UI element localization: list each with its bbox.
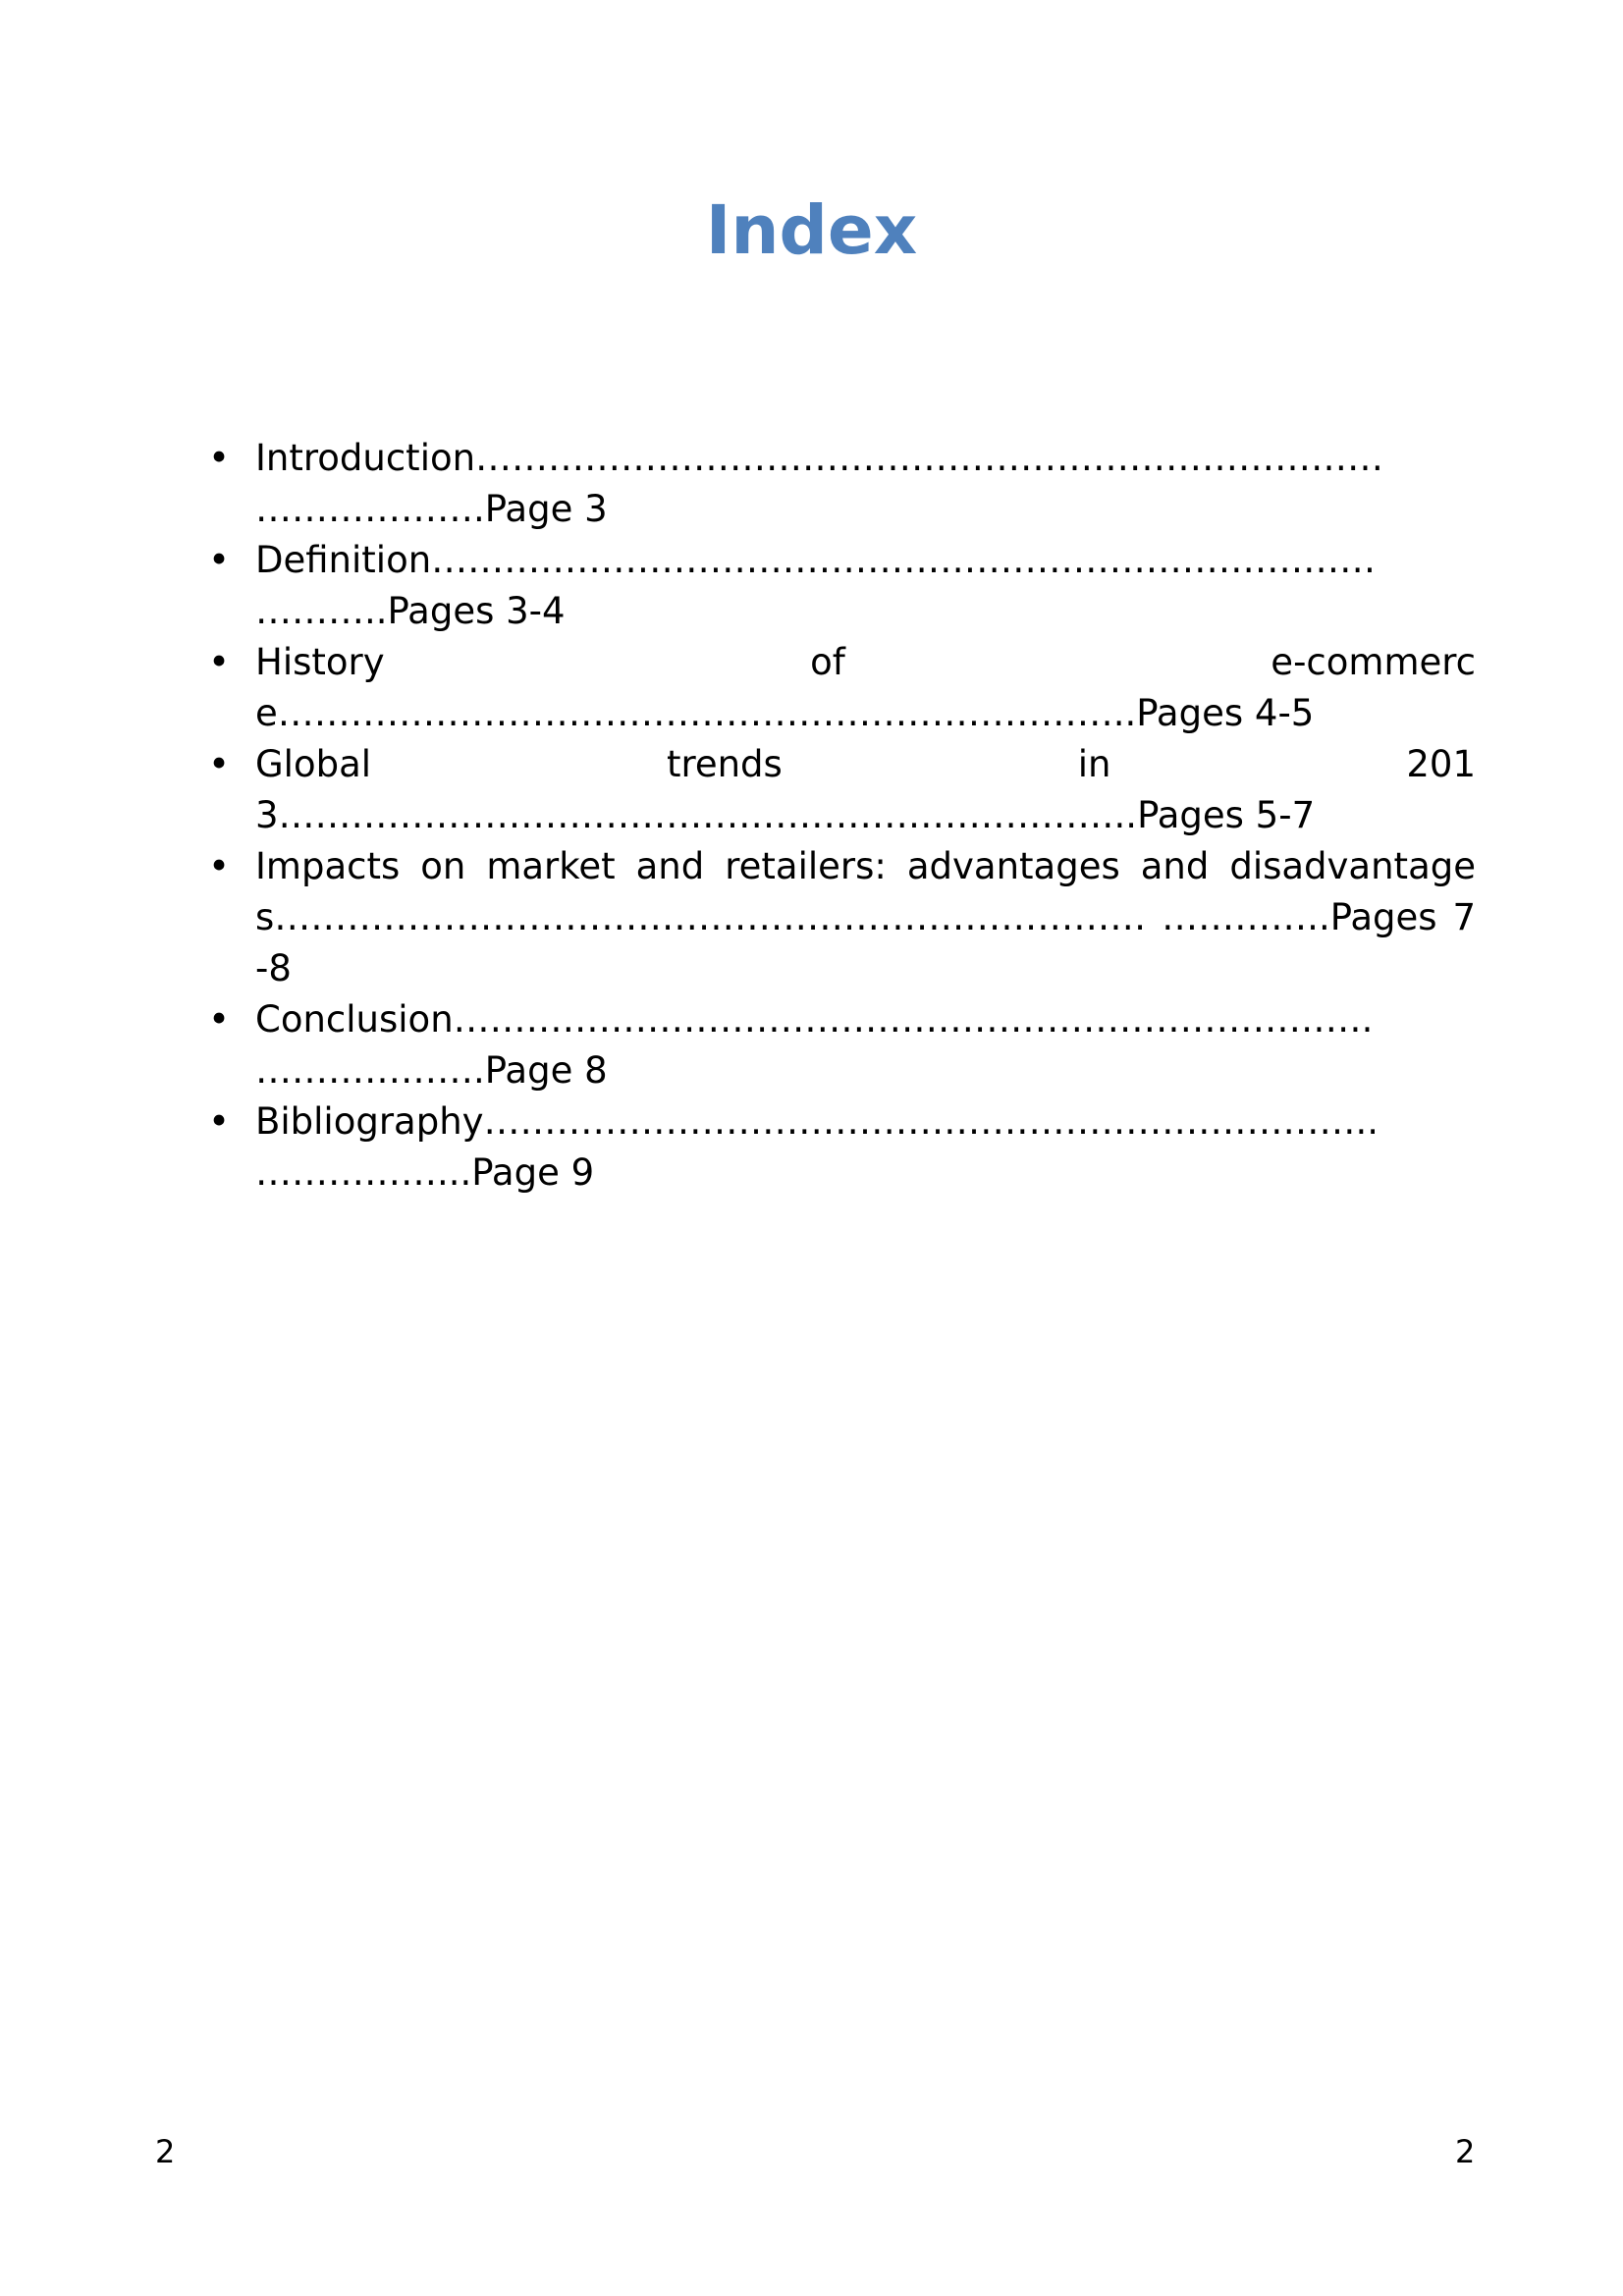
toc-entry-text: Impacts on market and retailers: advantages and disadvantages……………………………………………………………… …………..Pages 7-8	[255, 845, 1476, 989]
table-of-contents	[208, 433, 1476, 1199]
bullet-icon: •	[208, 845, 230, 887]
bullet-icon: •	[208, 743, 230, 785]
bullet-icon: •	[208, 539, 230, 581]
page-title: Index	[705, 191, 918, 270]
page-number-left: 2	[155, 2133, 176, 2170]
toc-entry-text: Definition…………………………………………………………………… ………..Pages 3-4	[255, 539, 1377, 632]
page-number-right: 2	[1455, 2133, 1476, 2170]
toc-entry-text: Conclusion…………………………………………………………………. ……………….Page 8	[255, 998, 1374, 1092]
toc-item-bibliography	[208, 1096, 1476, 1199]
bullet-icon: •	[208, 1100, 230, 1143]
toc-item-conclusion	[208, 994, 1476, 1096]
bullet-icon: •	[208, 437, 230, 479]
toc-entry-text: Global trends in 2013……………………………………………………………..Pages 5-7	[255, 743, 1476, 836]
toc-item-history	[208, 637, 1476, 739]
toc-item-global-trends	[208, 739, 1476, 841]
toc-entry-text: History of e-commerce……………………………………………………………..Pages 4-5	[255, 641, 1476, 734]
toc-entry-text: Introduction………………………………………………………………… ……………….Page 3	[255, 437, 1384, 530]
toc-item-impacts	[208, 841, 1476, 994]
bullet-icon: •	[208, 998, 230, 1041]
toc-item-definition	[208, 535, 1476, 637]
toc-item-introduction	[208, 433, 1476, 535]
toc-entry-text: Bibliography……………………………………………………………….. ……………...Page 9	[255, 1100, 1380, 1194]
bullet-icon: •	[208, 641, 230, 683]
